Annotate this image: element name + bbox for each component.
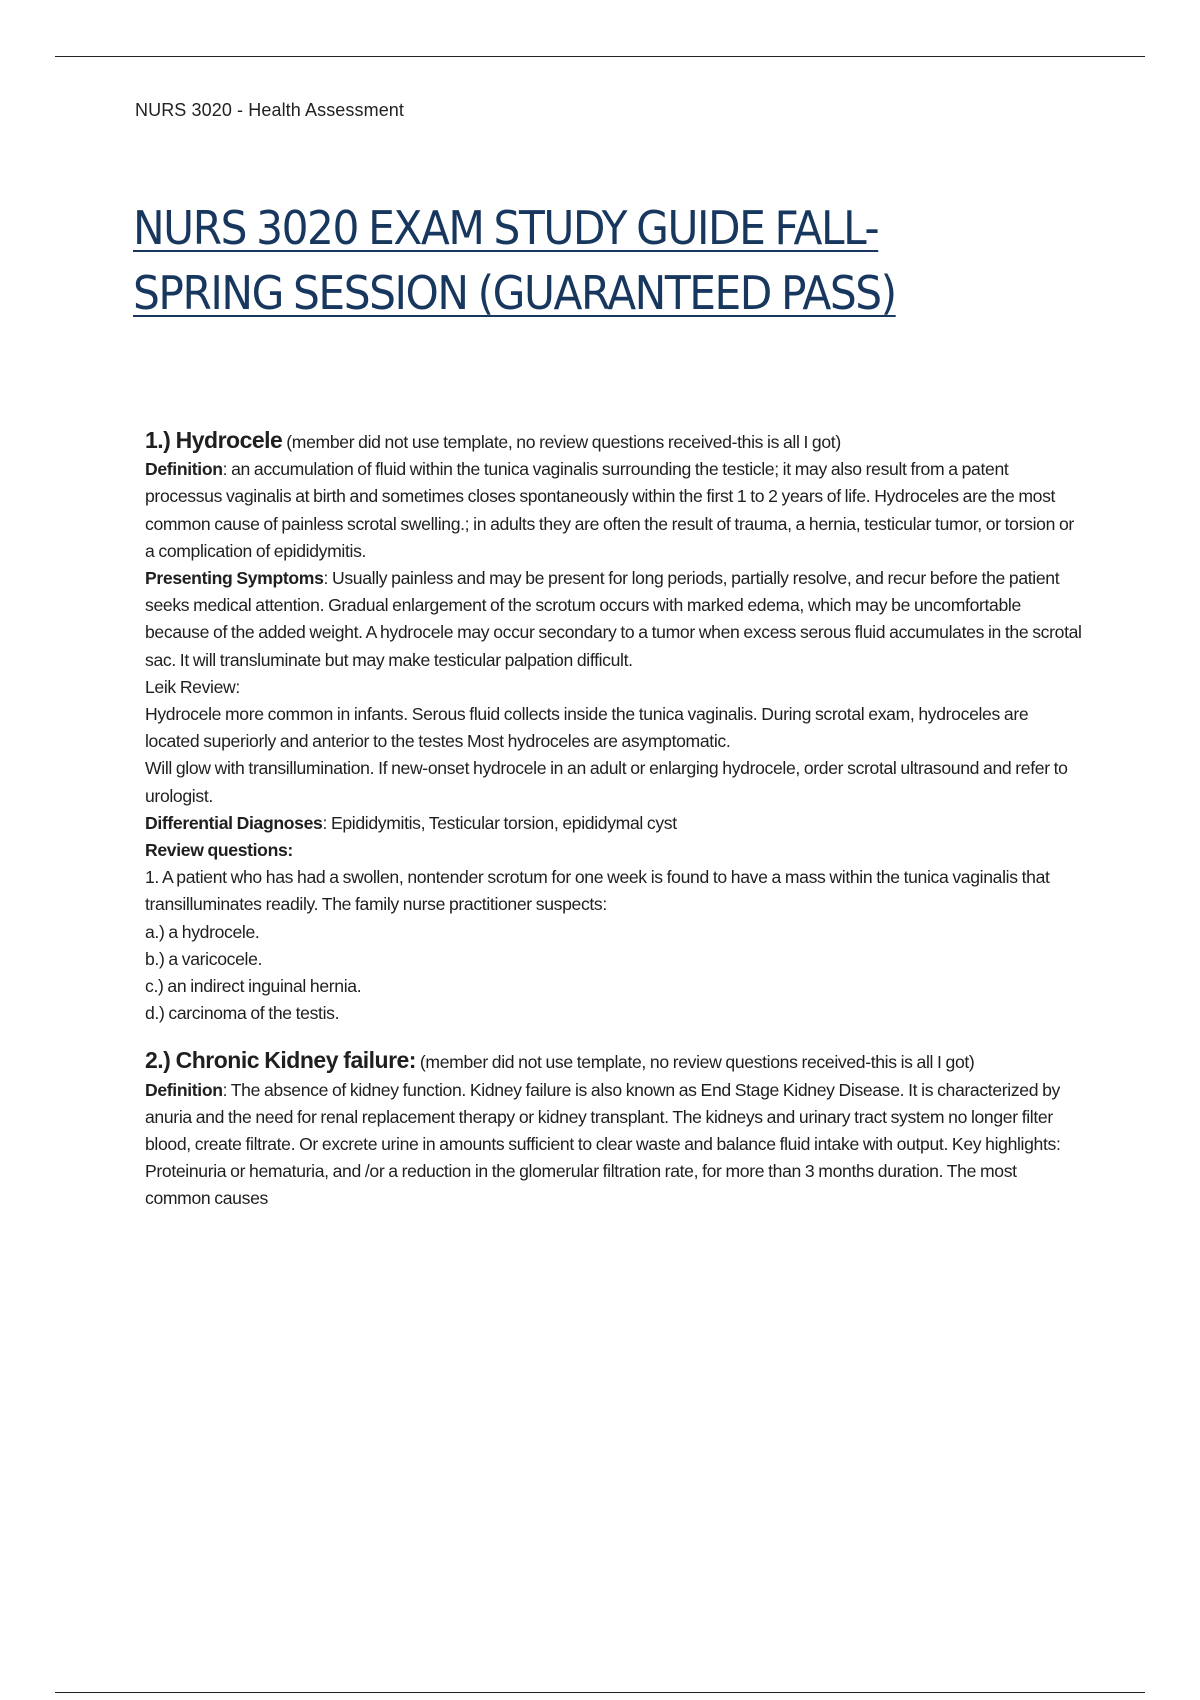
- answer-option: d.) carcinoma of the testis.: [145, 1003, 340, 1024]
- answer-option: a.) a hydrocele.: [145, 921, 260, 942]
- section-hydrocele: [145, 427, 1085, 1027]
- leik-review-text: Hydrocele more common in infants. Serous fluid collects inside the tunica vaginalis. During scrotal exam, hydroceles are located superiorly and anterior to the testes Most hydroceles are asymptomatic.: [145, 704, 1029, 752]
- top-rule: [55, 56, 1145, 57]
- leik-review-text: Will glow with transillumination. If new-onset hydrocele in an adult or enlarging hydrocele, order scrotal ultrasound and refer to urologist.: [145, 758, 1068, 806]
- running-header: NURS 3020 - Health Assessment: [135, 100, 405, 120]
- differential-text: : Epididymitis, Testicular torsion, epididymal cyst: [322, 812, 677, 833]
- section-chronic-kidney-failure: [145, 1047, 1085, 1212]
- definition-label: Definition: [145, 459, 223, 480]
- bottom-rule: [55, 1692, 1145, 1693]
- section-title: 2.) Chronic Kidney failure:: [145, 1047, 416, 1074]
- differential-label: Differential Diagnoses: [145, 812, 323, 833]
- section-spacer: [145, 1027, 1085, 1047]
- section-heading: [145, 1047, 1085, 1076]
- definition-text: : The absence of kidney function. Kidney failure is also known as End Stage Kidney Disease. It is characterized by anuria and the need for renal replacement therapy or kidney transplant. The kidneys and urinary tract system no longer filter blood, create filtrate. Or excrete urine in amounts sufficient to clear waste and balance fluid intake with output. Key highlights: Proteinuria or hematuria, and /or a reduction in the glomerular filtration rate, for more than 3 months duration. The most common causes: [145, 1079, 1061, 1209]
- document-body: [145, 427, 1085, 1213]
- definition-text: : an accumulation of fluid within the tunica vaginalis surrounding the testicle; it may also result from a patent processus vaginalis at birth and sometimes closes spontaneously within the first 1 to 2 years of life. Hydroceles are the most common cause of painless scrotal swelling.; in adults they are often the result of trauma, a hernia, testicular tumor, or torsion or a complication of epididymitis.: [145, 459, 1074, 561]
- section-heading: [145, 427, 1085, 456]
- symptoms-text: : Usually painless and may be present for long periods, partially resolve, and recur before the patient seeks medical attention. Gradual enlargement of the scrotum occurs with marked edema, which may be uncomfortable because of the added weight. A hydrocele may occur secondary to a tumor when excess serous fluid accumulates in the scrotal sac. It will transluminate but may make testicular palpation difficult.: [145, 568, 1082, 670]
- differential-paragraph: [145, 810, 1085, 837]
- review-questions-label: Review questions:: [145, 840, 293, 861]
- definition-paragraph: [145, 456, 1085, 565]
- symptoms-paragraph: [145, 565, 1085, 674]
- answer-option: b.) a varicocele.: [145, 948, 263, 969]
- definition-paragraph: [145, 1077, 1085, 1213]
- section-title: 1.) Hydrocele: [145, 427, 283, 453]
- symptoms-label: Presenting Symptoms: [145, 568, 324, 589]
- section-note: (member did not use template, no review questions received-this is all I got): [415, 1052, 975, 1073]
- leik-review-label: Leik Review:: [145, 676, 240, 697]
- answer-option: c.) an indirect inguinal hernia.: [145, 976, 362, 997]
- review-question: 1. A patient who has had a swollen, nontender scrotum for one week is found to have a mass within the tunica vaginalis that transilluminates readily. The family nurse practitioner suspects:: [145, 867, 1050, 915]
- document-title: NURS 3020 EXAM STUDY GUIDE FALL-SPRING SESSION (GUARANTEED PASS): [133, 201, 896, 320]
- definition-label: Definition: [145, 1079, 223, 1100]
- section-note: (member did not use template, no review questions received-this is all I got): [282, 432, 841, 452]
